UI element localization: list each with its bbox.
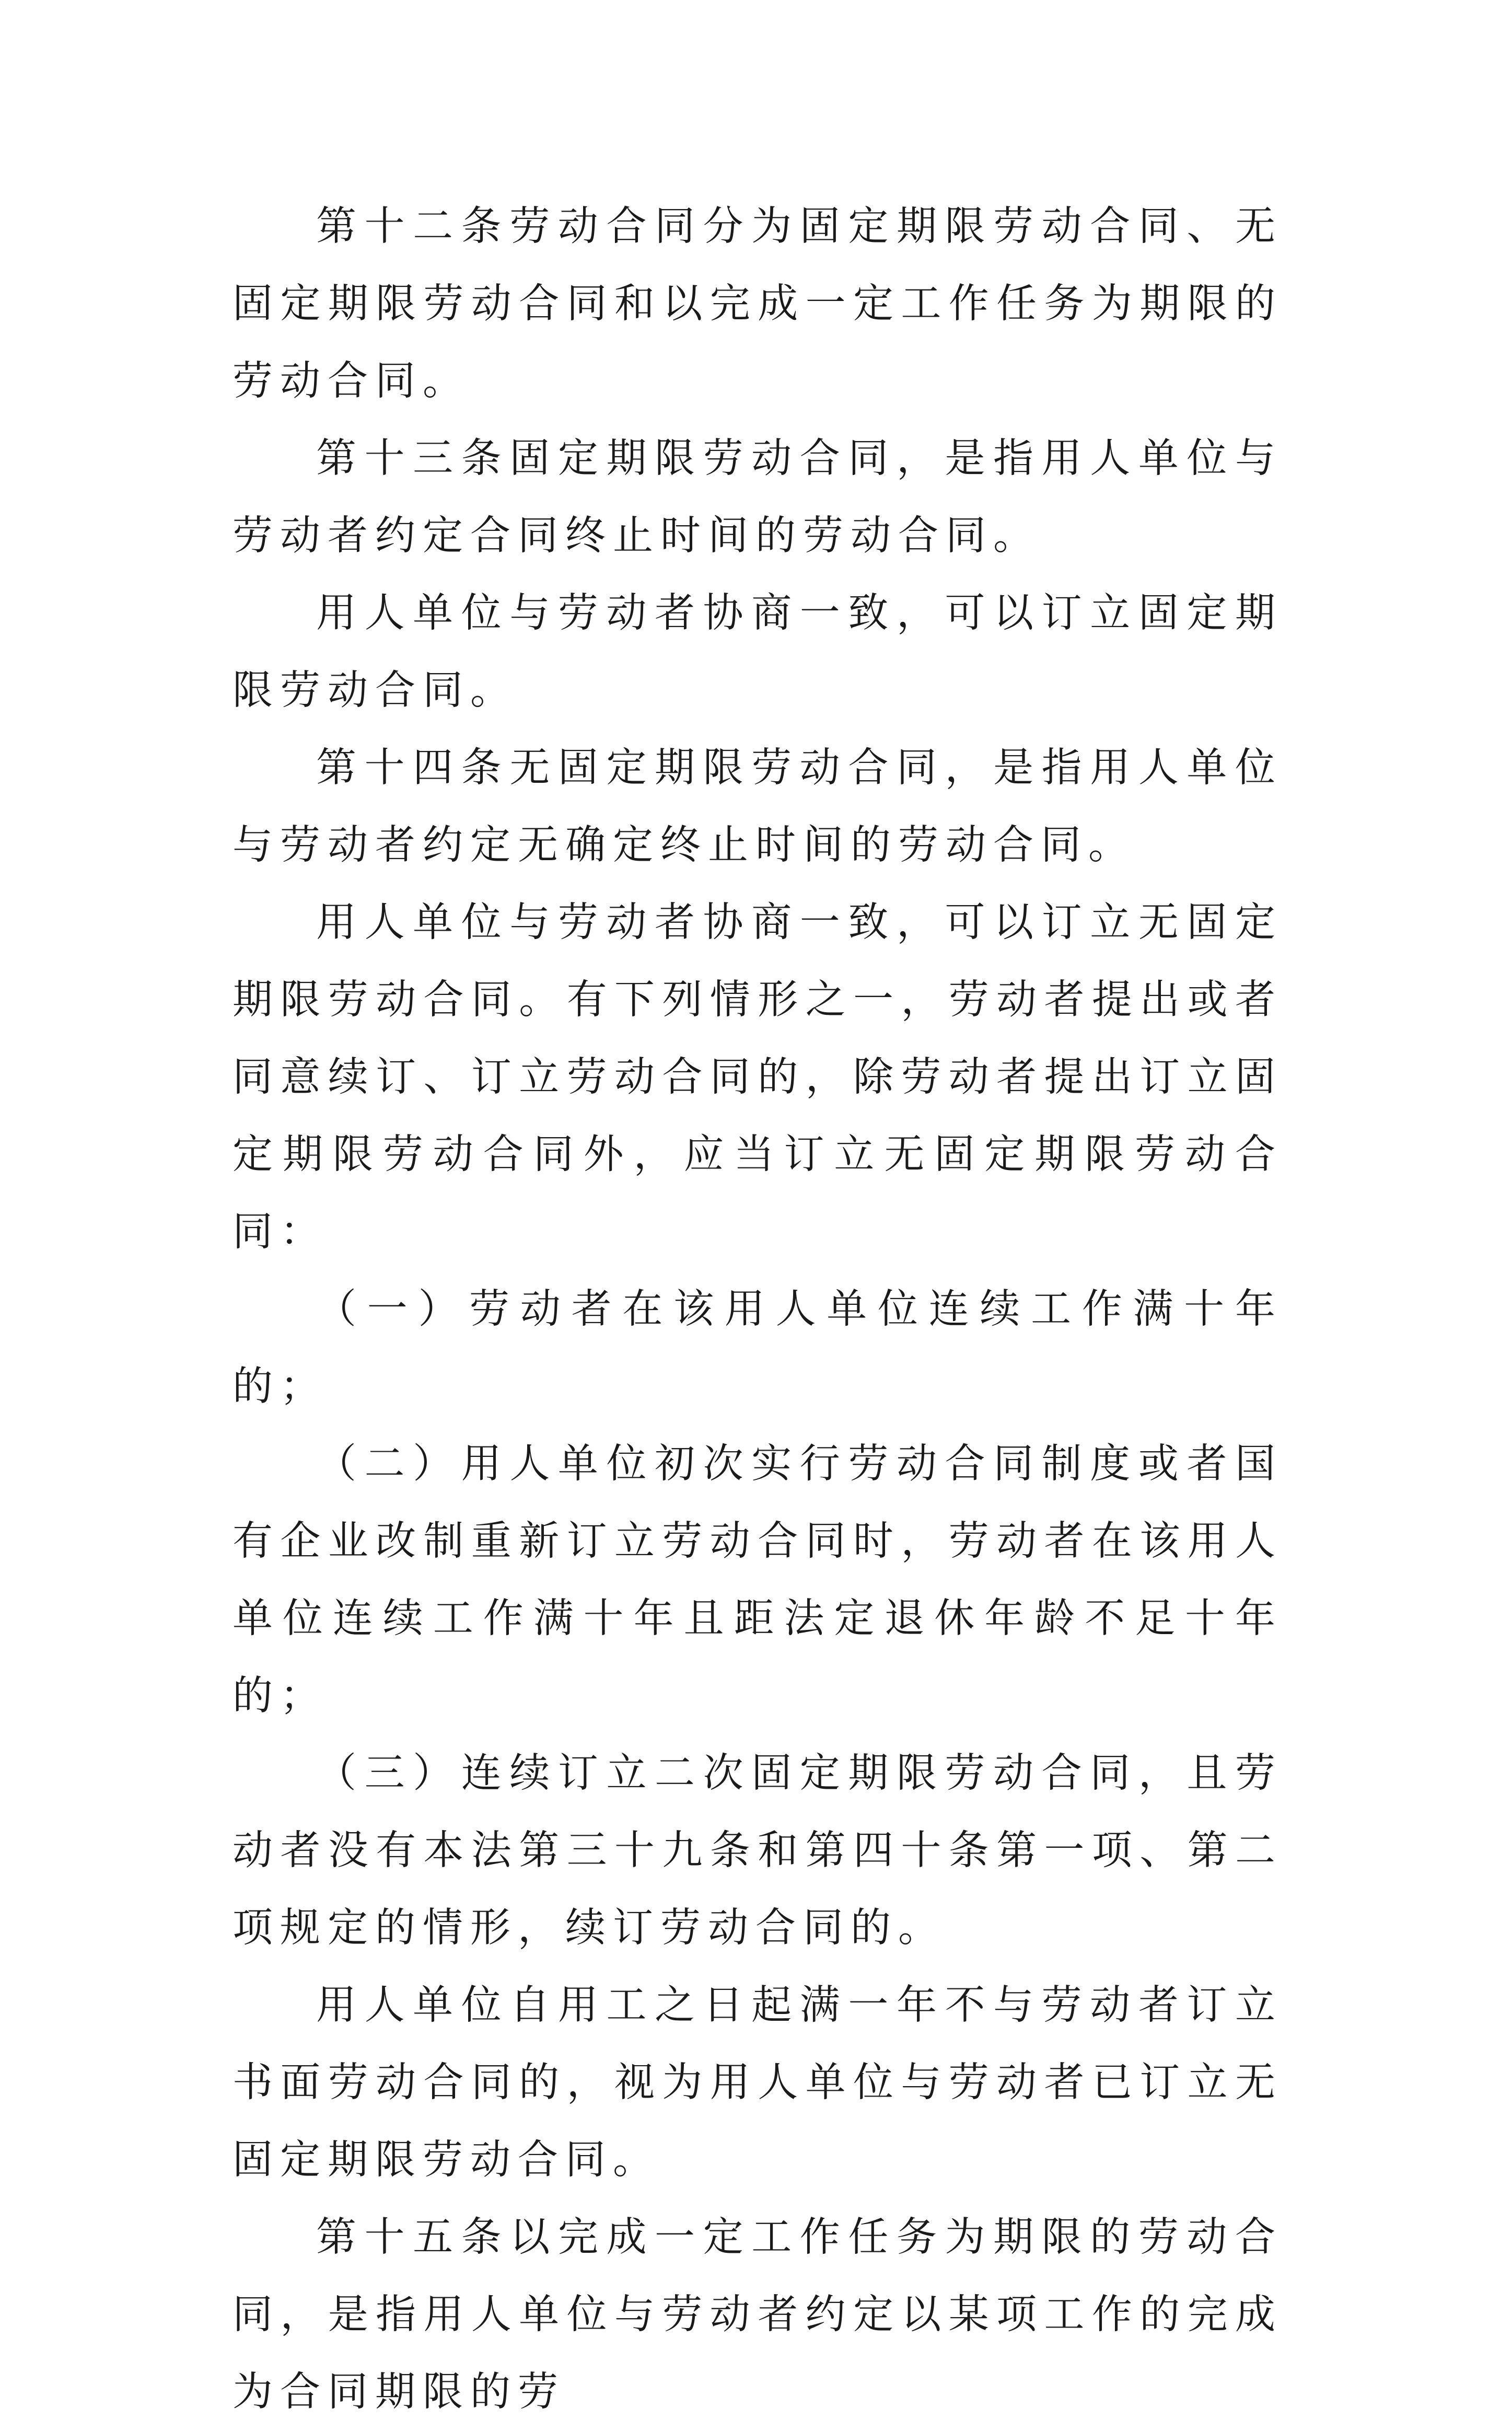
paragraph-article-15: 第十五条以完成一定工作任务为期限的劳动合同，是指用人单位与劳动者约定以某项工作的完成为合同期限的劳: [232, 2214, 1283, 2415]
paragraph-article-14: 第十四条无固定期限劳动合同，是指用人单位与劳动者约定无确定终止时间的劳动合同。: [232, 745, 1283, 869]
paragraph-item-3: （三）连续订立二次固定期限劳动合同，且劳动者没有本法第三十九条和第四十条第一项、第二项规定的情形，续订劳动合同的。: [232, 1750, 1283, 1951]
document-body: [232, 188, 1283, 2431]
paragraph-fixed-term-agreement: 用人单位与劳动者协商一致，可以订立固定期限劳动合同。: [232, 590, 1283, 714]
paragraph-article-13: 第十三条固定期限劳动合同，是指用人单位与劳动者约定合同终止时间的劳动合同。: [232, 435, 1283, 559]
paragraph-open-ended-conditions: 用人单位与劳动者协商一致，可以订立无固定期限劳动合同。有下列情形之一，劳动者提出或者同意续订、订立劳动合同的，除劳动者提出订立固定期限劳动合同外，应当订立无固定期限劳动合同：: [232, 899, 1283, 1255]
paragraph-deemed-open-ended: 用人单位自用工之日起满一年不与劳动者订立书面劳动合同的，视为用人单位与劳动者已订立无固定期限劳动合同。: [232, 1982, 1283, 2183]
paragraph-item-2: （二）用人单位初次实行劳动合同制度或者国有企业改制重新订立劳动合同时，劳动者在该用人单位连续工作满十年且距法定退休年龄不足十年的；: [232, 1441, 1283, 1719]
paragraph-article-12: 第十二条劳动合同分为固定期限劳动合同、无固定期限劳动合同和以完成一定工作任务为期限的劳动合同。: [232, 203, 1283, 404]
paragraph-item-1: （一）劳动者在该用人单位连续工作满十年的；: [232, 1286, 1283, 1410]
